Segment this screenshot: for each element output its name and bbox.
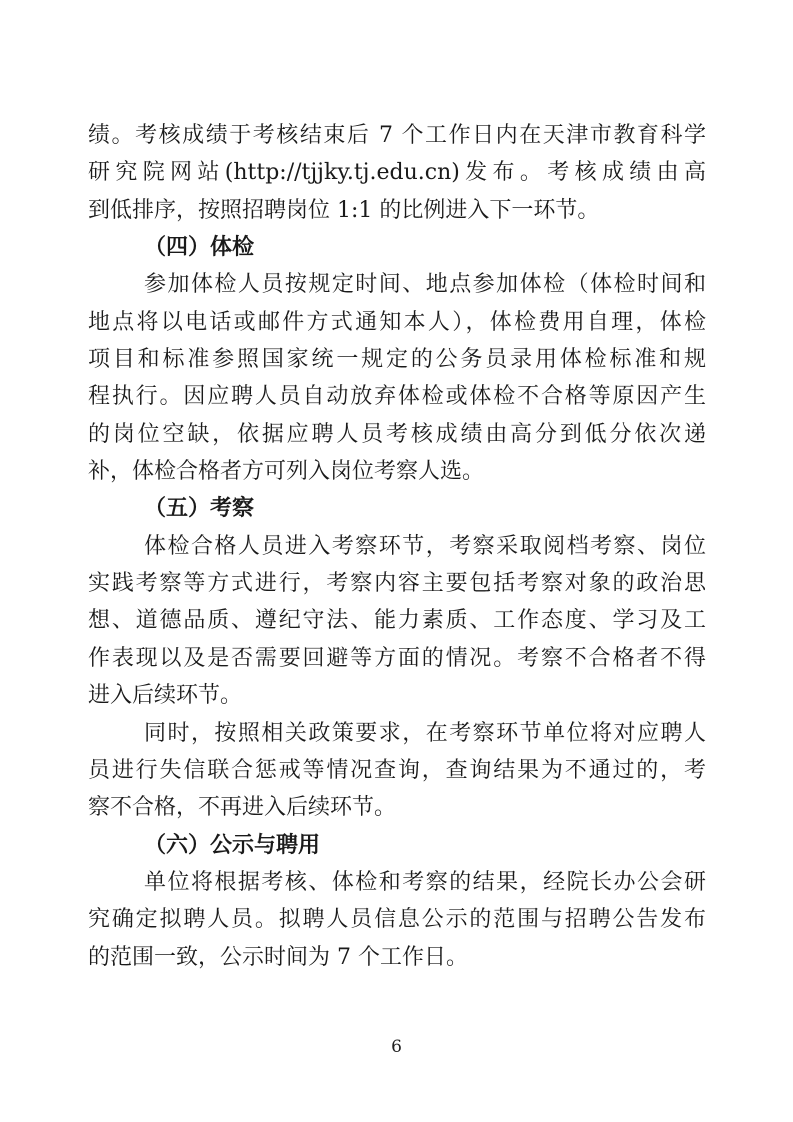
body-text-line: 研究院网站(http://tjjky.tj.edu.cn)发布。考核成绩由高: [88, 160, 706, 186]
document-body: [88, 117, 706, 976]
section-heading: （五）考察: [144, 495, 255, 522]
body-text-line: 的范围一致，公示时间为 7 个工作日。: [88, 944, 468, 970]
section-heading: （六）公示与聘用: [144, 831, 321, 858]
body-text-line: 员进行失信联合惩戒等情况查询，查询结果为不通过的，考: [88, 757, 706, 783]
body-text-line: 的岗位空缺，依据应聘人员考核成绩由高分到低分依次递: [88, 421, 706, 447]
body-text-line: 地点将以电话或邮件方式通知本人），体检费用自理，体检: [88, 309, 706, 335]
body-text-line: 程执行。因应聘人员自动放弃体检或体检不合格等原因产生: [88, 384, 706, 410]
body-text-line: 实践考察等方式进行，考察内容主要包括考察对象的政治思: [88, 571, 706, 597]
body-text-line: 察不合格，不再进入后续环节。: [88, 795, 397, 821]
body-text-line: 进入后续环节。: [88, 683, 243, 709]
body-text-line: 补，体检合格者方可列入岗位考察人选。: [88, 459, 485, 485]
body-text-line: 项目和标准参照国家统一规定的公务员录用体检标准和规: [88, 347, 706, 373]
body-text-line: 作表现以及是否需要回避等方面的情况。考察不合格者不得: [88, 645, 706, 671]
page-number: 6: [391, 1037, 402, 1057]
body-text-line: 想、道德品质、遵纪守法、能力素质、工作态度、学习及工: [88, 608, 706, 634]
body-text-line: 参加体检人员按规定时间、地点参加体检（体检时间和: [144, 272, 706, 298]
body-text-line: 体检合格人员进入考察环节，考察采取阅档考察、岗位: [144, 533, 706, 559]
body-text-line: 绩。考核成绩于考核结束后 7 个工作日内在天津市教育科学: [88, 123, 706, 148]
section-heading: （四）体检: [144, 234, 255, 261]
body-text-line: 单位将根据考核、体检和考察的结果，经院长办公会研: [144, 869, 706, 895]
body-text-line: 到低排序，按照招聘岗位 1:1 的比例进入下一环节。: [88, 197, 600, 223]
body-text-line: 同时，按照相关政策要求，在考察环节单位将对应聘人: [144, 720, 706, 746]
body-text-line: 究确定拟聘人员。拟聘人员信息公示的范围与招聘公告发布: [88, 907, 706, 933]
